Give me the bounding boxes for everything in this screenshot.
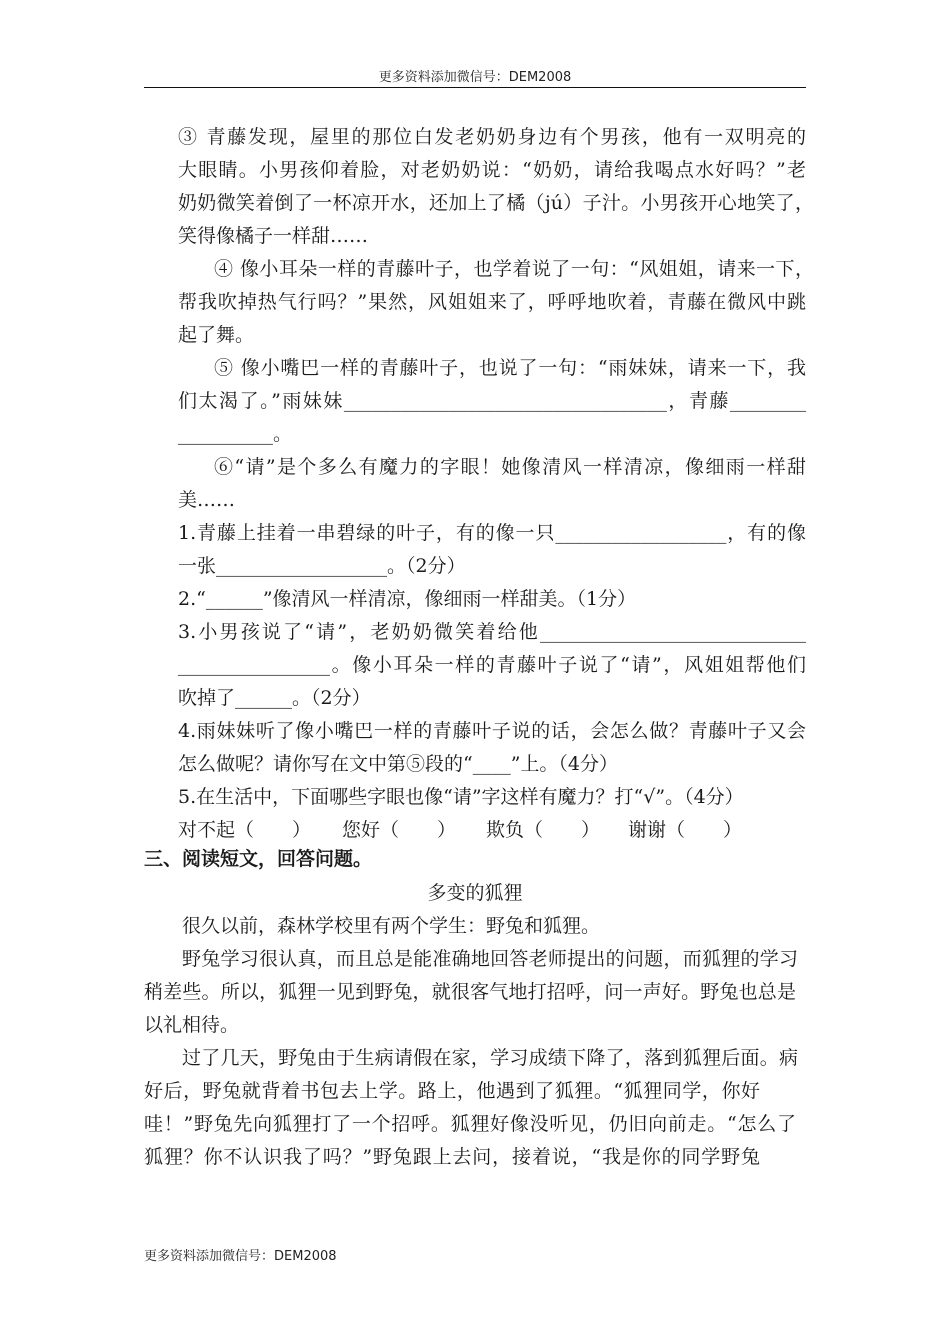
question-line: 4.雨妹妹听了像小嘴巴一样的青藤叶子说的话，会怎么做？青藤叶子又会 [178,720,806,742]
story-line: 过了几天，野兔由于生病请假在家，学习成绩下降了，落到狐狸后面。病 [182,1047,798,1069]
story-line: 哇！”野兔先向狐狸打了一个招呼。狐狸好像没听见，仍旧向前走。“怎么了 [144,1113,796,1135]
passage-line: ⑤ 像小嘴巴一样的青藤叶子，也说了一句：“雨妹妹，请来一下，我 [214,357,806,379]
option-item: 欺负（ ） [486,819,601,841]
passage-line: 奶奶微笑着倒了一杯凉开水，还加上了橘（jú）子汁。小男孩开心地笑了， [178,192,814,214]
passage-line: 大眼睛。小男孩仰着脸，对老奶奶说：“奶奶，请给我喝点水好吗？”老 [178,159,806,181]
passage-line: 帮我吹掉热气行吗？”果然，风姐姐来了，呼呼地吹着，青藤在微风中跳 [178,291,806,313]
option-item: 谢谢（ ） [628,819,743,841]
question-line: 怎么做呢？请你写在文中第⑤段的“____”上。（4分） [178,753,619,775]
question-line: ________________。像小耳朵一样的青藤叶子说了“请”，风姐姐帮他们 [178,654,806,676]
question-line: 一张__________________。（2分） [178,555,466,577]
passage-line: 笑得像橘子一样甜…… [178,225,369,247]
option-item: 您好（ ） [342,819,457,841]
story-line: 野兔学习很认真，而且总是能准确地回答老师提出的问题，而狐狸的学习 [182,948,798,970]
page-header: 更多资料添加微信号：DEM2008 [378,70,572,85]
story-line: 以礼相待。 [144,1014,240,1036]
passage-line: ⑥“请”是个多么有魔力的字眼！她像清风一样清凉，像细雨一样甜 [214,456,806,478]
story-line: 狐狸？你不认识我了吗？”野兔跟上去问，接着说，“我是你的同学野兔 [144,1146,760,1168]
passage-line: ④ 像小耳朵一样的青藤叶子，也学着说了一句：“风姐姐，请来一下， [214,258,814,280]
section-heading: 三、阅读短文，回答问题。 [144,848,373,870]
story-line: 好后，野兔就背着书包去上学。路上，他遇到了狐狸。“狐狸同学，你好 [144,1080,760,1102]
passage-line: __________。 [178,423,293,445]
passage-line: 们太渴了。”雨妹妹__________________________________，青藤________ [178,390,806,412]
passage-line: 起了舞。 [178,324,255,346]
question-line: 1.青藤上挂着一串碧绿的叶子，有的像一只__________________，有的像 [178,522,806,544]
question-line: 5.在生活中，下面哪些字眼也像“请”字这样有魔力？打“√”。（4分） [178,786,744,808]
question-line: 3.小男孩说了“请”，老奶奶微笑着给他____________________________ [178,621,806,643]
header-divider [144,87,806,88]
page-footer: 更多资料添加微信号：DEM2008 [144,1249,337,1264]
option-item: 对不起（ ） [178,819,312,841]
story-title: 多变的狐狸 [427,882,523,904]
question-line: 吹掉了______。（2分） [178,687,371,709]
question-line: 2.“______”像清风一样清凉，像细雨一样甜美。（1分） [178,588,637,610]
passage-line: 美…… [178,489,236,511]
story-line: 很久以前，森林学校里有两个学生：野兔和狐狸。 [182,915,601,937]
passage-line: ③ 青藤发现，屋里的那位白发老奶奶身边有个男孩，他有一双明亮的 [178,126,806,148]
story-line: 稍差些。所以，狐狸一见到野兔，就很客气地打招呼，问一声好。野兔也总是 [144,981,796,1003]
